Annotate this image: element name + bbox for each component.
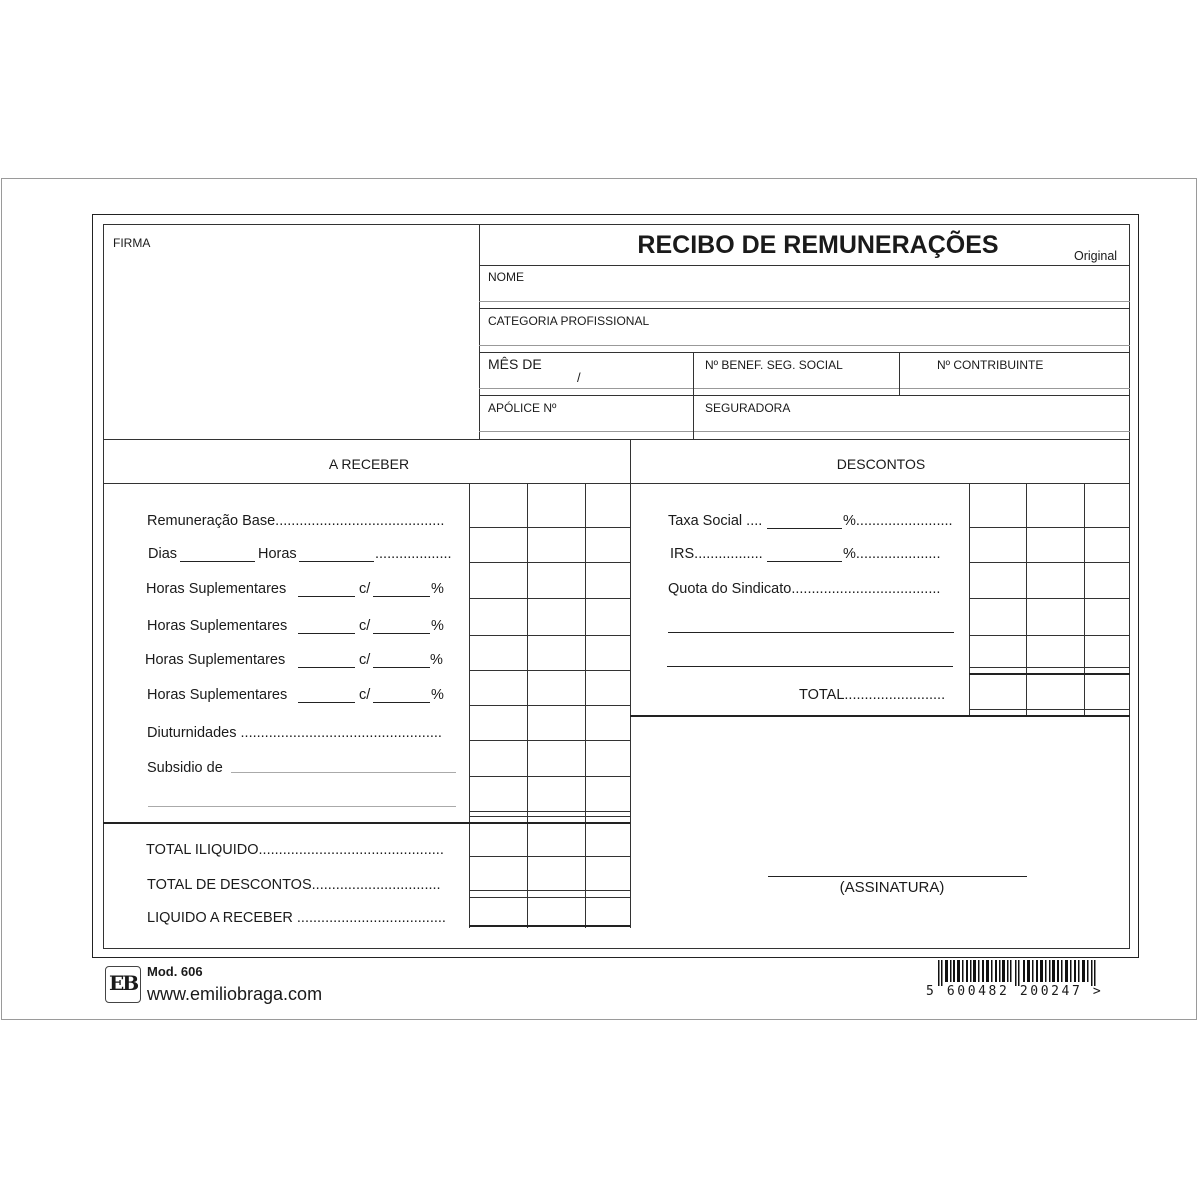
horas-suplementares-pct: % bbox=[431, 687, 444, 703]
irs-label: IRS................. bbox=[670, 546, 763, 562]
categoria-fill-line bbox=[479, 345, 1130, 346]
horas-suplementares-label: Horas Suplementares bbox=[145, 652, 286, 668]
receber-grid-row bbox=[469, 527, 630, 528]
liquido-a-receber-label: LIQUIDO A RECEBER ..................................... bbox=[147, 910, 446, 926]
receber-grid-row bbox=[469, 897, 630, 898]
mes-fill-line bbox=[479, 388, 1130, 389]
descontos-amount-col bbox=[1084, 483, 1085, 717]
model-number: Mod. 606 bbox=[147, 964, 203, 979]
mes-benef-divider bbox=[693, 352, 694, 439]
extra-blank-line bbox=[148, 806, 456, 807]
assinatura-label: (ASSINATURA) bbox=[839, 879, 945, 896]
apolice-fill-line bbox=[479, 431, 1130, 432]
remuneracao-base-label: Remuneração Base.......................................... bbox=[147, 513, 445, 529]
receber-grid-row bbox=[469, 811, 630, 812]
receber-grid-row bbox=[469, 856, 630, 857]
sections-header-rule bbox=[103, 483, 1130, 484]
horas-suplementares-c: c/ bbox=[359, 687, 371, 703]
receber-grid-row bbox=[469, 816, 630, 817]
website-url: www.emiliobraga.com bbox=[147, 984, 323, 1004]
nome-rule bbox=[479, 308, 1130, 309]
copy-label: Original bbox=[1074, 249, 1118, 263]
horas-suplementares-label: Horas Suplementares bbox=[147, 618, 288, 634]
barcode-icon bbox=[938, 960, 1123, 986]
mes-de-label: MÊS DE bbox=[488, 356, 542, 372]
benef-label: Nº BENEF. SEG. SOCIAL bbox=[705, 358, 843, 372]
total-iliquido-label: TOTAL ILIQUIDO.............................................. bbox=[146, 842, 444, 858]
emilio-braga-logo bbox=[105, 966, 141, 1003]
signature-line bbox=[768, 876, 1027, 877]
apolice-label: APÓLICE Nº bbox=[488, 401, 557, 415]
receber-grid-row bbox=[469, 635, 630, 636]
horas-suplementares-pct-blank bbox=[373, 702, 430, 703]
firma-divider bbox=[479, 224, 480, 439]
horas-suplementares-pct: % bbox=[431, 581, 444, 597]
title-rule bbox=[479, 265, 1130, 266]
seguradora-label: SEGURADORA bbox=[705, 401, 791, 415]
diuturnidades-label: Diuturnidades .................................................. bbox=[147, 725, 442, 741]
barcode-digits: 5 600482 200247 > bbox=[926, 984, 1104, 999]
horas-suplementares-label: Horas Suplementares bbox=[146, 581, 287, 597]
descontos-grid-row bbox=[969, 667, 1130, 668]
receber-grid-row bbox=[469, 705, 630, 706]
descontos-grid-row bbox=[969, 635, 1130, 636]
horas-suplementares-blank bbox=[298, 596, 355, 597]
nome-label: NOME bbox=[488, 270, 524, 284]
horas-suplementares-blank bbox=[298, 667, 355, 668]
subsidio-label: Subsidio de bbox=[147, 760, 223, 776]
taxa-social-label: Taxa Social .... bbox=[668, 513, 763, 529]
dias-blank bbox=[180, 561, 255, 562]
descontos-grid-row bbox=[969, 598, 1130, 599]
descontos-grid-row bbox=[969, 527, 1130, 528]
descontos-grid-row bbox=[969, 562, 1130, 563]
irs-pct: %..................... bbox=[843, 546, 941, 562]
quota-sindicato-label: Quota do Sindicato..................................... bbox=[668, 581, 941, 597]
receber-grid-row bbox=[469, 890, 630, 891]
nome-fill-line bbox=[479, 301, 1130, 302]
descontos-grid-row bbox=[969, 709, 1130, 710]
taxa-social-blank bbox=[767, 528, 842, 529]
categoria-label: CATEGORIA PROFISSIONAL bbox=[488, 314, 650, 328]
receber-grid-row bbox=[469, 670, 630, 671]
horas-dots: ................... bbox=[375, 546, 452, 562]
horas-suplementares-pct: % bbox=[431, 618, 444, 634]
irs-blank bbox=[767, 561, 842, 562]
firma-label: FIRMA bbox=[113, 236, 151, 250]
benef-contrib-divider bbox=[899, 352, 900, 395]
horas-suplementares-pct-blank bbox=[373, 596, 430, 597]
descontos-bottom-rule bbox=[630, 715, 1130, 717]
dias-label: Dias bbox=[148, 546, 178, 562]
receber-total-rule bbox=[103, 822, 630, 824]
receber-grid-row bbox=[469, 740, 630, 741]
descontos-grid-row bbox=[969, 673, 1130, 675]
taxa-social-pct: %........................ bbox=[843, 513, 953, 529]
descontos-amount-col bbox=[1026, 483, 1027, 717]
total-descontos-label: TOTAL DE DESCONTOS................................ bbox=[147, 877, 441, 893]
horas-suplementares-label: Horas Suplementares bbox=[147, 687, 288, 703]
horas-suplementares-c: c/ bbox=[359, 618, 371, 634]
receber-grid-bottom bbox=[469, 925, 630, 927]
receber-grid-row bbox=[469, 562, 630, 563]
categoria-rule bbox=[479, 352, 1130, 353]
horas-suplementares-pct: % bbox=[430, 652, 443, 668]
horas-suplementares-pct-blank bbox=[373, 633, 430, 634]
descontos-total-label: TOTAL......................... bbox=[799, 687, 946, 703]
header-bottom-rule bbox=[103, 439, 1130, 440]
descontos-amount-col bbox=[969, 483, 970, 717]
descontos-header: DESCONTOS bbox=[836, 456, 926, 472]
horas-suplementares-c: c/ bbox=[359, 581, 371, 597]
logo-mark: EB bbox=[109, 971, 138, 995]
horas-suplementares-blank bbox=[298, 633, 355, 634]
mes-rule bbox=[479, 395, 1130, 396]
sections-divider bbox=[630, 439, 631, 928]
descontos-blank-line bbox=[667, 666, 953, 667]
horas-suplementares-pct-blank bbox=[373, 667, 430, 668]
subsidio-blank bbox=[231, 772, 456, 773]
a-receber-header: A RECEBER bbox=[328, 456, 410, 472]
horas-suplementares-blank bbox=[298, 702, 355, 703]
receber-grid-row bbox=[469, 598, 630, 599]
mes-separator: / bbox=[577, 370, 581, 385]
horas-suplementares-c: c/ bbox=[359, 652, 371, 668]
form-title: RECIBO DE REMUNERAÇÕES bbox=[637, 231, 999, 259]
horas-blank bbox=[299, 561, 374, 562]
contribuinte-label: Nº CONTRIBUINTE bbox=[937, 358, 1044, 372]
horas-label: Horas bbox=[258, 546, 297, 562]
descontos-blank-line bbox=[668, 632, 954, 633]
receber-grid-row bbox=[469, 776, 630, 777]
